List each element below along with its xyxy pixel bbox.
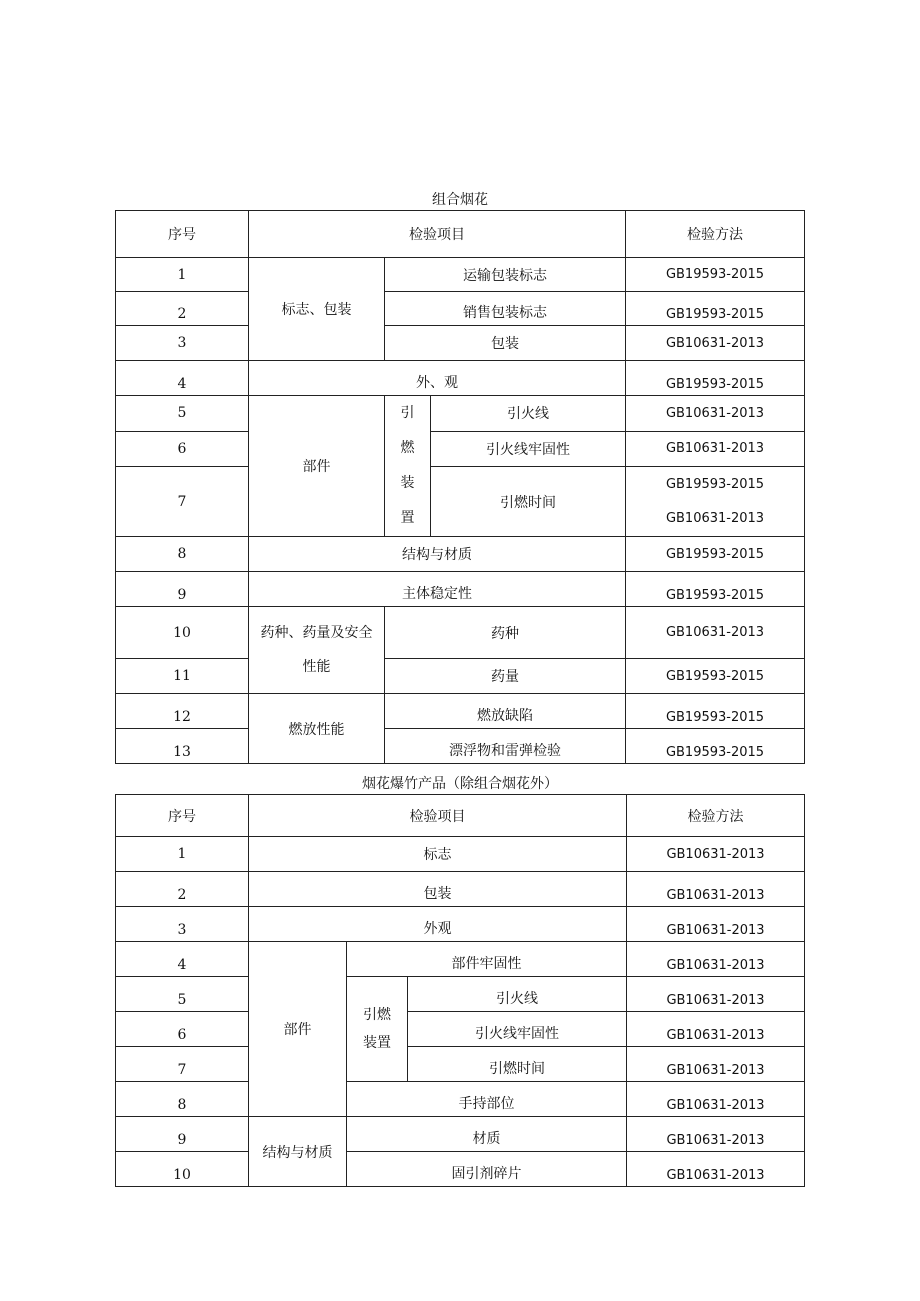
group-burn: 燃放性能 [249,694,385,764]
row-method: GB10631-2013 [627,837,805,872]
ignition-char: 引 [400,405,415,421]
row-item: 引火线 [408,977,627,1012]
row-item: 引火线牢固性 [408,1012,627,1047]
row-item: 药量 [385,659,626,694]
table-row [116,1012,805,1047]
row-item: 外观 [249,907,627,942]
row-index: 2 [116,872,249,907]
table2 [115,794,805,1187]
row-method: GB19593-2015 [626,258,805,292]
table-row [116,572,805,607]
group-ignition-device [385,396,431,537]
row-item: 结构与材质 [249,537,626,572]
table-row [116,258,805,292]
row-method: GB10631-2013 [626,431,805,467]
row-item: 外、观 [249,361,626,396]
row-index: 9 [116,1117,249,1152]
table2-header-row [116,795,805,837]
row-item: 包装 [249,872,627,907]
row-index: 3 [116,326,249,361]
table-row [116,659,805,694]
header-method: 检验方法 [626,211,805,258]
row-item: 运输包装标志 [385,258,626,292]
row-index: 7 [116,467,249,537]
table-row [116,361,805,396]
table-row [116,729,805,764]
row-index: 5 [116,977,249,1012]
group-structure: 结构与材质 [249,1117,347,1187]
row-index: 1 [116,837,249,872]
header-method: 检验方法 [627,795,805,837]
ignition-char: 燃 [400,440,415,456]
row-method: GB19593-2015 [626,361,805,396]
row-method: GB19593-2015 [626,537,805,572]
table-row [116,431,805,467]
row-index: 5 [116,396,249,432]
header-index: 序号 [116,211,249,258]
row-method [626,467,805,537]
row-index: 6 [116,1012,249,1047]
table-row [116,467,805,537]
table-row [116,326,805,361]
row-index: 9 [116,572,249,607]
row-item: 包装 [385,326,626,361]
table-row [116,396,805,432]
header-item: 检验项目 [249,795,627,837]
row-method: GB10631-2013 [627,977,805,1012]
header-item: 检验项目 [249,211,626,258]
ignition-char: 装 [400,475,415,491]
table-row [116,1082,805,1117]
row-method: GB10631-2013 [626,607,805,659]
group-label-pack: 标志、包装 [249,258,385,361]
row-index: 7 [116,1047,249,1082]
header-index: 序号 [116,795,249,837]
row-index: 11 [116,659,249,694]
method-line: GB10631-2013 [665,510,765,526]
row-item: 漂浮物和雷弹检验 [385,729,626,764]
row-method: GB10631-2013 [626,326,805,361]
row-index: 2 [116,292,249,326]
row-method: GB19593-2015 [626,292,805,326]
row-index: 12 [116,694,249,729]
row-item: 主体稳定性 [249,572,626,607]
row-method: GB10631-2013 [627,942,805,977]
table-row [116,1117,805,1152]
table1-header-row [116,211,805,258]
table-row [116,1152,805,1187]
table1-caption: 组合烟花 [432,192,488,208]
table-row [116,872,805,907]
row-method: GB10631-2013 [627,1117,805,1152]
table-row [116,537,805,572]
row-method: GB19593-2015 [626,659,805,694]
row-method: GB10631-2013 [627,907,805,942]
row-item: 标志 [249,837,627,872]
table-row [116,907,805,942]
row-item: 引火线牢固性 [431,431,626,467]
row-item: 引燃时间 [408,1047,627,1082]
method-line: GB19593-2015 [665,476,765,492]
row-index: 4 [116,942,249,977]
table-row [116,292,805,326]
row-method: GB10631-2013 [627,1047,805,1082]
row-method: GB10631-2013 [627,1082,805,1117]
row-index: 8 [116,1082,249,1117]
table-row [116,1047,805,1082]
ignition-line: 引燃 [363,1007,391,1023]
row-item: 销售包装标志 [385,292,626,326]
row-method: GB10631-2013 [627,1152,805,1187]
row-index: 6 [116,431,249,467]
row-method: GB19593-2015 [626,694,805,729]
row-index: 10 [116,607,249,659]
row-method: GB10631-2013 [627,872,805,907]
row-item: 手持部位 [347,1082,627,1117]
table2-caption: 烟花爆竹产品（除组合烟花外） [362,776,558,792]
row-item: 引燃时间 [431,467,626,537]
row-index: 1 [116,258,249,292]
row-method: GB19593-2015 [626,729,805,764]
row-method: GB19593-2015 [626,572,805,607]
group-ignition-device [347,977,408,1082]
row-item: 引火线 [431,396,626,432]
table-row [116,607,805,659]
row-method: GB10631-2013 [627,1012,805,1047]
row-index: 3 [116,907,249,942]
row-item: 部件牢固性 [347,942,627,977]
table-row [116,837,805,872]
ignition-line: 装置 [363,1035,391,1051]
row-item: 燃放缺陷 [385,694,626,729]
table-row [116,694,805,729]
row-item: 材质 [347,1117,627,1152]
group-parts: 部件 [249,396,385,537]
row-index: 10 [116,1152,249,1187]
row-index: 13 [116,729,249,764]
row-item: 药种 [385,607,626,659]
row-index: 4 [116,361,249,396]
table1 [115,210,805,764]
row-index: 8 [116,537,249,572]
table-row [116,942,805,977]
row-method: GB10631-2013 [626,396,805,432]
table-row [116,977,805,1012]
group-pyro: 药种、药量及安全性能 [249,607,385,694]
group-parts: 部件 [249,942,347,1117]
row-item: 固引剂碎片 [347,1152,627,1187]
ignition-char: 置 [400,510,415,526]
